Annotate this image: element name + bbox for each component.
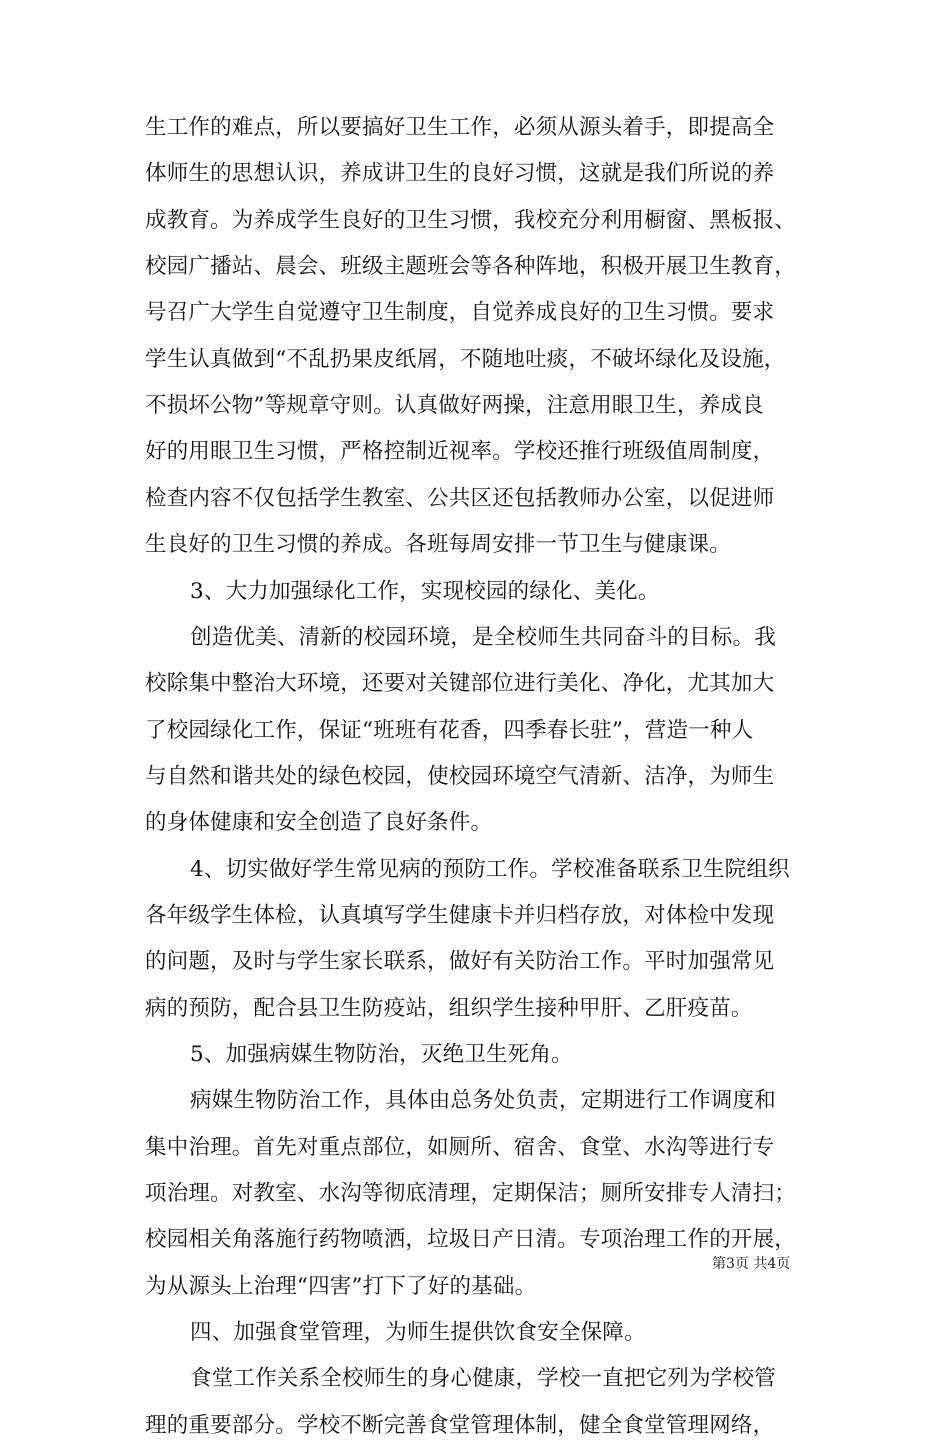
text-line: 好的用眼卫生习惯，严格控制近视率。学校还推行班级值周制度， [145, 439, 775, 465]
text-line: 体师生的思想认识，养成讲卫生的良好习惯，这就是我们所说的养 [145, 161, 775, 187]
text-line: 不损坏公物”等规章守则。认真做好两操，注意用眼卫生，养成良 [145, 393, 764, 419]
text-line: 校园相关角落施行药物喷洒，垃圾日产日清。专项治理工作的开展， [145, 1227, 797, 1253]
text-line: 的身体健康和安全创造了良好条件。 [145, 810, 493, 836]
text-line: 为从源头上治理“四害”打下了好的基础。 [145, 1273, 537, 1299]
text-line: 理的重要部分。学校不断完善食堂管理体制，健全食堂管理网络， [145, 1412, 775, 1438]
text-line: 创造优美、清新的校园环境，是全校师生共同奋斗的目标。我 [190, 624, 776, 650]
text-line: 食堂工作关系全校师生的身心健康，学校一直把它列为学校管 [190, 1366, 776, 1392]
text-line: 项治理。对教室、水沟等彻底清理，定期保洁；厕所安排专人清扫； [145, 1181, 797, 1207]
text-line: 生工作的难点，所以要搞好卫生工作，必须从源头着手，即提高全 [145, 115, 775, 140]
text-line: 号召广大学生自觉遵守卫生制度，自觉养成良好的卫生习惯。要求 [145, 300, 775, 326]
text-line: 四、加强食堂管理，为师生提供饮食安全保障。 [190, 1320, 646, 1346]
text-line: 的问题，及时与学生家长联系，做好有关防治工作。平时加强常见 [145, 949, 775, 975]
text-line: 3、大力加强绿化工作，实现校园的绿化、美化。 [190, 578, 660, 604]
text-line: 检查内容不仅包括学生教室、公共区还包括教师办公室，以促进师 [145, 485, 775, 511]
text-line: 校除集中整治大环境，还要对关键部位进行美化、净化，尤其加大 [145, 671, 775, 697]
text-line: 病的预防，配合县卫生防疫站，组织学生接种甲肝、乙肝疫苗。 [145, 995, 753, 1021]
page-footer: 第3页 共4页 [712, 1256, 791, 1272]
text-line: 与自然和谐共处的绿色校园，使校园环境空气清新、洁净，为师生 [145, 763, 775, 789]
text-line: 集中治理。首先对重点部位，如厕所、宿舍、食堂、水沟等进行专 [145, 1134, 775, 1160]
text-line: 4、切实做好学生常见病的预防工作。学校准备联系卫生院组织 [190, 856, 790, 882]
text-line: 各年级学生体检，认真填写学生健康卡并归档存放，对体检中发现 [145, 902, 775, 928]
text-line: 成教育。为养成学生良好的卫生习惯，我校充分利用橱窗、黑板报、 [145, 207, 797, 233]
text-line: 生良好的卫生习惯的养成。各班每周安排一节卫生与健康课。 [145, 532, 731, 558]
text-line: 校园广播站、晨会、班级主题班会等各种阵地，积极开展卫生教育， [145, 254, 797, 280]
text-line: 了校园绿化工作，保证“班班有花香，四季春长驻”，营造一种人 [145, 717, 754, 743]
text-line: 病媒生物防治工作，具体由总务处负责，定期进行工作调度和 [190, 1088, 776, 1114]
text-line: 学生认真做到“不乱扔果皮纸屑，不随地吐痰，不破坏绿化及设施， [145, 346, 786, 372]
text-line: 5、加强病媒生物防治，灭绝卫生死角。 [190, 1042, 573, 1067]
